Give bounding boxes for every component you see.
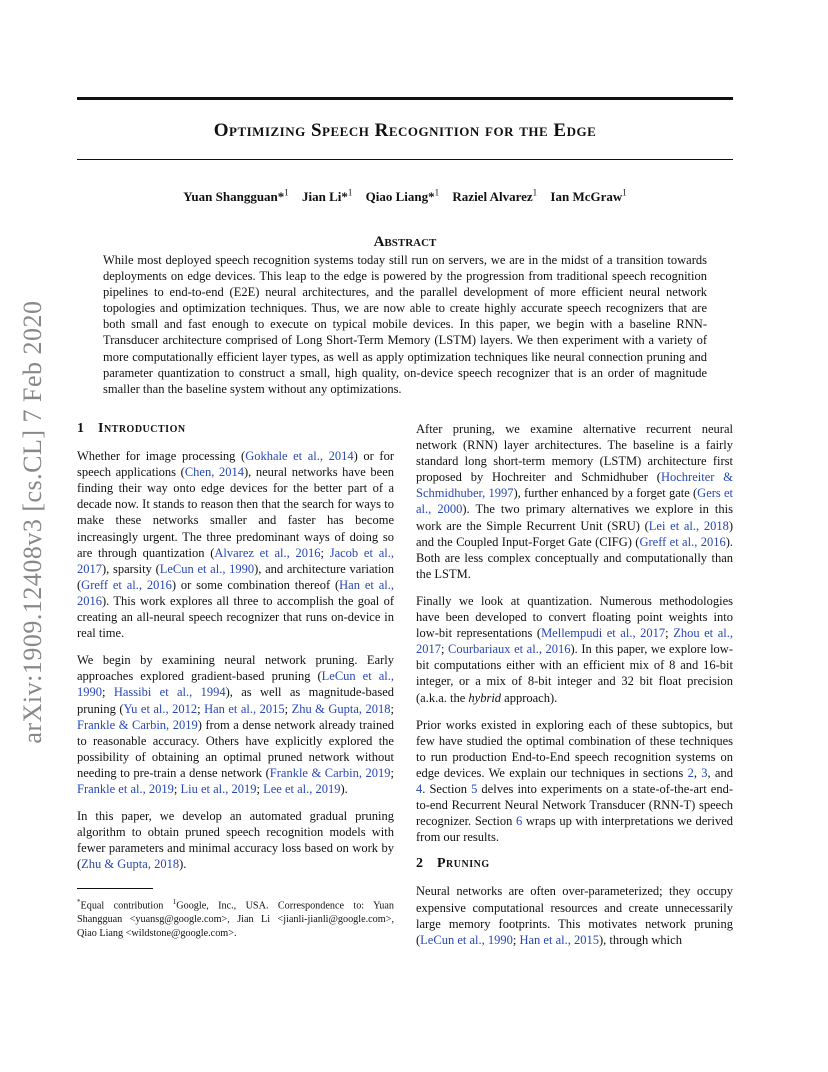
author: Raziel Alvarez$^1$ [452, 188, 538, 205]
section-link[interactable]: 2 [687, 765, 694, 780]
citation-link[interactable]: Hassibi et al., 1994 [113, 685, 226, 700]
citation-link[interactable]: Han et al., 2015 [204, 701, 285, 716]
citation-link[interactable]: Greff et al., 2016 [639, 534, 726, 549]
citation-link[interactable]: Zhou et al., 2017 [416, 626, 733, 657]
paragraph: Whether for image processing (Gokhale et al., 2014) or for speech applications (Chen, 2014), neural networks have been finding their way onto edge devices for the better part of a decade now. It stands to reason then that the search for ways to make these networks smaller and faster has become increasingly urgent. The three predominant ways of doing so are through quantization (Alvarez et al., 2016; Jacob et al., 2017), sparsity (LeCun et al., 1990), and architecture variation (Greff et al., 2016) or some combination thereof (Han et al., 2016). This work explores all three to accomplish the goal of creating an all-neural speech recognizer that runs on-device in real time. [77, 449, 394, 641]
paragraph: After pruning, we examine alternative recurrent neural network (RNN) layer architectures. The baseline is a fairly standard long short-term memory (LSTM) architecture first proposed by Hochreiter and Schmidhuber (Hochreiter & Schmidhuber, 1997), further enhanced by a forget gate (Gers et al., 2000). The two primary alternatives we explore in this work are the Simple Recurrent Unit (SRU) (Lei et al., 2018) and the Coupled Input-Forget Gate (CIFG) (Greff et al., 2016). Both are less complex conceptually and computationally than the LSTM. [416, 422, 734, 581]
paragraph: Neural networks are often over-parameterized; they occupy expensive computational resources and create unnecessarily large memory footprints. This motivates network pruning (LeCun et al., 1990; Han et al., 2015), through which [416, 884, 733, 947]
right-column [416, 421, 733, 959]
author: Yuan Shangguan*$^1$ [183, 188, 289, 205]
citation-link[interactable]: Frankle & Carbin, 2019 [269, 765, 391, 780]
abstract-text: While most deployed speech recognition systems today still run on servers, we are in the midst of a transition towards deployments on edge devices. This leap to the edge is powered by the progression from traditional speech recognition pipelines to end-to-end (E2E) neural architectures, and the parallel development of more efficient neural network topologies and optimization techniques. Thus, we are now able to create highly accurate speech recognizers that are both small and fast enough to execute on typical mobile devices. In this paper, we begin with a baseline RNN-Transducer architecture comprised of Long Short-Term Memory (LSTM) layers. We then experiment with a variety of more computationally efficient layer types, as well as apply optimization techniques like neural connection pruning and parameter quantization to construct a small, high quality, on-device speech recognizer that is an order of magnitude smaller than the baseline system without any optimizations. [103, 253, 707, 396]
citation-link[interactable]: Chen, 2014 [184, 465, 244, 480]
citation-link[interactable]: LeCun et al., 1990 [159, 561, 255, 576]
citation-link[interactable]: Gokhale et al., 2014 [245, 449, 354, 464]
title-top-rule [77, 97, 733, 100]
citation-link[interactable]: Han et al., 2016 [77, 577, 394, 608]
section-link[interactable]: 3 [701, 765, 708, 780]
author-list [77, 188, 733, 205]
citation-link[interactable]: Frankle & Carbin, 2019 [77, 717, 198, 732]
citation-link[interactable]: Alvarez et al., 2016 [214, 545, 321, 560]
abstract-heading: Abstract [373, 234, 437, 250]
paper-title: Optimizing Speech Recognition for the Edge [213, 120, 597, 141]
section-link[interactable]: 4 [416, 781, 423, 796]
footnote-rule [77, 888, 153, 889]
author: Jian Li*$^1$ [302, 188, 353, 205]
section-link[interactable]: 5 [471, 781, 478, 796]
left-column [77, 421, 394, 883]
citation-link[interactable]: Jacob et al., 2017 [77, 545, 394, 576]
paragraph: Prior works existed in exploring each of these subtopics, but few have studied the optimal combination of these techniques to run production End-to-End speech recognition systems on edge devices. We explain our techniques in sections 2, 3, and 4. Section 5 delves into experiments on a state-of-the-art end-to-end Recurrent Neural Network Transducer (RNN-T) speech recognizer. Section 6 wraps up with interpretations we derived from our results. [416, 717, 733, 845]
title-bottom-rule [77, 159, 733, 160]
citation-link[interactable]: Han et al., 2015 [519, 932, 599, 947]
citation-link[interactable]: Hochreiter & Schmidhuber, 1997 [416, 470, 733, 501]
citation-link[interactable]: Greff et al., 2016 [81, 577, 172, 592]
section-heading-introduction: 1 Introduction [77, 421, 186, 436]
citation-link[interactable]: Mellempudi et al., 2017 [541, 626, 666, 641]
emphasis: hybrid [468, 690, 502, 705]
arxiv-identifier[interactable]: arXiv:1909.12408v3 [cs.CL] 7 Feb 2020 [18, 300, 47, 744]
citation-link[interactable]: Yu et al., 2012 [123, 701, 198, 716]
citation-link[interactable]: LeCun et al., 1990 [77, 669, 394, 700]
paragraph: Finally we look at quantization. Numerous methodologies have been developed to convert floating point weights into low-bit representations (Mellempudi et al., 2017; Zhou et al., 2017; Courbariaux et al., 2016). In this paper, we explore low-bit computations either with an efficient mix of 8 and 16-bit integer, or a mix of 8-bit integer and 32 bit float precision (a.k.a. the hybrid approach). [416, 593, 733, 705]
citation-link[interactable]: Frankle et al., 2019 [77, 781, 174, 796]
citation-link[interactable]: Zhu & Gupta, 2018 [81, 857, 180, 872]
citation-link[interactable]: Lee et al., 2019 [263, 781, 341, 796]
section-heading-pruning: 2 Pruning [416, 856, 490, 872]
section-link[interactable]: 6 [515, 814, 523, 829]
citation-link[interactable]: Zhu & Gupta, 2018 [291, 701, 391, 716]
citation-link[interactable]: Lei et al., 2018 [648, 518, 729, 533]
citation-link[interactable]: Courbariaux et al., 2016 [448, 642, 571, 657]
footnote: *Equal contribution $^1$Google, Inc., USA. Correspondence to: Yuan Shangguan <yuansg@google.com>, Jian Li <jianli-jianli@google.com>, Qiao Liang <wildstone@google.com>. [77, 898, 395, 940]
citation-link[interactable]: Liu et al., 2019 [180, 781, 257, 796]
author: Ian McGraw$^1$ [550, 188, 627, 205]
arxiv-sidebar [3, 296, 63, 748]
author: Qiao Liang*$^1$ [365, 188, 440, 205]
paragraph: In this paper, we develop an automated gradual pruning algorithm to obtain pruned speech recognition models with fewer parameters and minimal accuracy loss based on work by (Zhu & Gupta, 2018). [77, 809, 394, 872]
citation-link[interactable]: Gers et al., 2000 [416, 486, 734, 517]
paragraph: We begin by examining neural network pruning. Early approaches explored gradient-based pruning (LeCun et al., 1990; Hassibi et al., 1994), as well as magnitude-based pruning (Yu et al., 2012; Han et al., 2015; Zhu & Gupta, 2018; Frankle & Carbin, 2019) from a dense network already trained to reasonable accuracy. Others have explicitly explored the possibility of obtaining an optimal pruned network without needing to pre-train a dense network (Frankle & Carbin, 2019; Frankle et al., 2019; Liu et al., 2019; Lee et al., 2019). [77, 653, 394, 796]
citation-link[interactable]: LeCun et al., 1990 [420, 932, 513, 947]
